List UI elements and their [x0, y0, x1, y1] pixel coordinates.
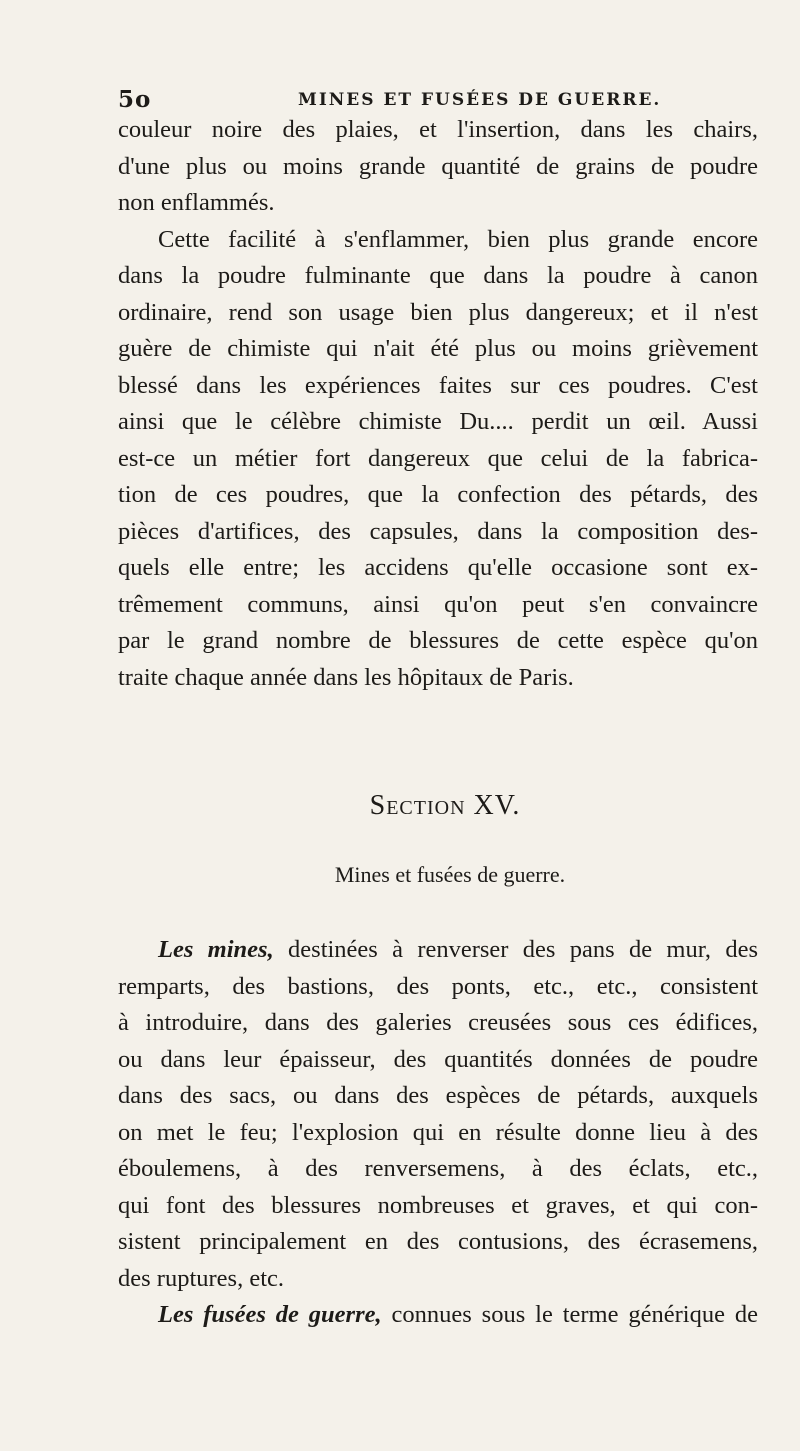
- text-line: par le grand nombre de blessures de cette espèce qu'on: [118, 627, 758, 654]
- line-text: connues sous le terme générique de: [381, 1301, 758, 1328]
- text-line: sistent principalement en des contusions, des écrasemens,: [118, 1228, 758, 1255]
- text-line: dans la poudre fulminante que dans la poudre à canon: [118, 262, 758, 289]
- page-number: 5o: [118, 86, 152, 113]
- text-line: blessé dans les expériences faites sur ces poudres. C'est: [118, 371, 758, 399]
- text-line: ou dans leur épaisseur, des quantités données de poudre: [118, 1045, 758, 1073]
- text-line: couleur noire des plaies, et l'insertion, dans les chairs,: [118, 116, 758, 143]
- text-line: qui font des blessures nombreuses et graves, et qui con-: [118, 1191, 758, 1219]
- text-line: des ruptures, etc.: [118, 1264, 284, 1292]
- text-line: ordinaire, rend son usage bien plus dangereux; et il n'est: [118, 298, 758, 326]
- text-line: non enflammés.: [118, 189, 275, 216]
- text-line: guère de chimiste qui n'ait été plus ou moins grièvement: [118, 335, 758, 362]
- text-line: d'une plus ou moins grande quantité de grains de poudre: [118, 152, 758, 180]
- text-line: est-ce un métier fort dangereux que celui de la fabrica-: [118, 444, 758, 472]
- running-head: MINES ET FUSÉES DE GUERRE.: [298, 90, 662, 110]
- text-line: tion de ces poudres, que la confection des pétards, des: [118, 481, 758, 508]
- italic-term: Les mines,: [158, 936, 274, 963]
- text-line: pièces d'artifices, des capsules, dans la composition des-: [118, 517, 758, 545]
- body-text-bottom: [118, 932, 758, 1334]
- text-line: à introduire, dans des galeries creusées sous ces édifices,: [118, 1009, 758, 1036]
- italic-term: Les fusées de guerre,: [158, 1301, 382, 1328]
- text-line: quels elle entre; les accidens qu'elle occasione sont ex-: [118, 554, 758, 581]
- text-line: ainsi que le célèbre chimiste Du.... perdit un œil. Aussi: [118, 408, 758, 435]
- section-subtitle: Mines et fusées de guerre.: [334, 862, 566, 887]
- text-line: éboulemens, à des renversemens, à des éclats, etc.,: [118, 1155, 758, 1182]
- line-text: destinées à renverser des pans de mur, des: [273, 936, 758, 963]
- text-line: traite chaque année dans les hôpitaux de Paris.: [118, 663, 574, 691]
- text-line: [118, 932, 758, 969]
- body-text-top: [118, 112, 758, 696]
- section-heading: Section XV.: [369, 790, 521, 821]
- text-line: trêmement communs, ainsi qu'on peut s'en convaincre: [118, 590, 758, 618]
- text-line: Cette facilité à s'enflammer, bien plus grande encore: [158, 225, 758, 253]
- text-line: remparts, des bastions, des ponts, etc., etc., consistent: [118, 972, 758, 1000]
- text-line: dans des sacs, ou dans des espèces de pétards, auxquels: [118, 1082, 758, 1109]
- text-line: [118, 1297, 758, 1334]
- text-line: on met le feu; l'explosion qui en résulte donne lieu à des: [118, 1118, 758, 1146]
